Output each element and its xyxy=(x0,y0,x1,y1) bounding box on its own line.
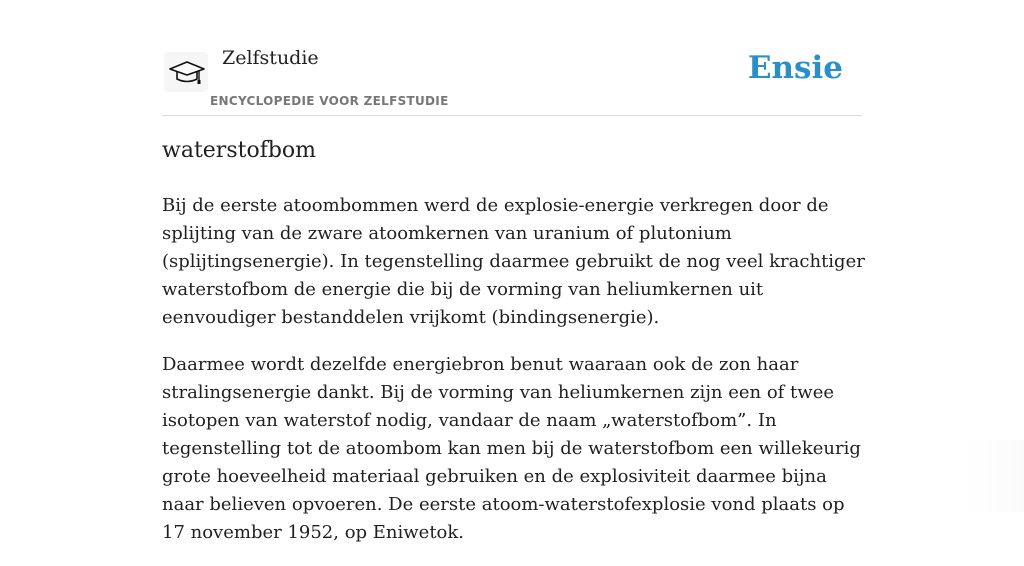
page-title: waterstofbom xyxy=(162,138,317,163)
article-paragraph: Daarmee wordt dezelfde energiebron benut waaraan ook de zon haar stralingsenergie dankt. Bij de vorming van heliumkernen zijn een of twee isotopen van waterstof nodig, vandaar de naam „waterstofbom”. In tegenstelling tot de atoombom kan men bij de waterstofbom een willekeurig grote hoeveelheid materiaal gebruiken en de explosiviteit daarmee bijna naar believen opvoeren. De eerste atoom-waterstofexplosie vond plaats op 17 november 1952, op Eniwetok. xyxy=(162,354,861,543)
graduation-cap-icon xyxy=(168,58,206,88)
site-header xyxy=(162,40,862,116)
article-body xyxy=(162,192,866,566)
ensie-brand-link[interactable]: Ensie xyxy=(747,50,843,86)
site-name[interactable]: Zelfstudie xyxy=(222,47,319,69)
site-tagline: ENCYCLOPEDIE VOOR ZELFSTUDIE xyxy=(210,94,449,108)
site-logo[interactable] xyxy=(164,52,208,92)
edge-shadow xyxy=(964,440,1024,512)
article-paragraph: Bij de eerste atoombommen werd de explosie-energie verkregen door de splijting van de zware atoomkernen van uranium of plutonium (splijtingsenergie). In tegenstelling daarmee gebruikt de nog veel krachtiger waterstofbom de energie die bij de vorming van heliumkernen uit eenvoudiger bestanddelen vrijkomt (bindingsenergie). xyxy=(162,195,865,328)
